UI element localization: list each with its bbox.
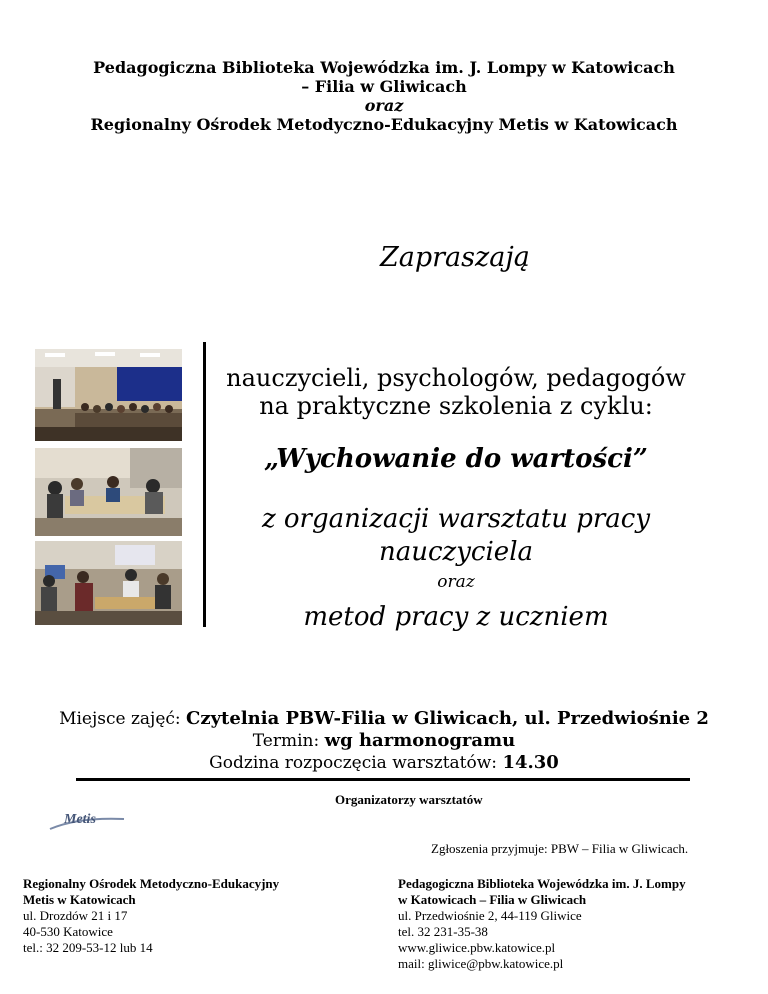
- date-label: Termin:: [252, 731, 320, 751]
- pbw-name-1: Pedagogiczna Biblioteka Wojewódzka im. J. Lompy: [398, 876, 686, 891]
- metis-logo-text: Metis: [64, 812, 96, 827]
- date-value: wg harmonogramu: [324, 730, 516, 751]
- photo-lecture-hall: [35, 349, 182, 441]
- time-label: Godzina rozpoczęcia warsztatów:: [209, 753, 498, 773]
- place-row: [0, 708, 768, 730]
- header-line-1: Pedagogiczna Biblioteka Wojewódzka im. J. Lompy w Katowicach: [93, 58, 675, 77]
- topic-methods: metod pracy z uczniem: [303, 602, 609, 632]
- contact-pbw: [398, 876, 686, 972]
- photo-group-work: [35, 541, 182, 625]
- event-details: [0, 708, 768, 774]
- place-label: Miejsce zajęć:: [59, 709, 181, 729]
- topic-organization: [206, 503, 706, 569]
- registration-note: Zgłoszenia przyjmuje: PBW – Filia w Gliwicach.: [431, 841, 689, 856]
- topic-1-line-1: z organizacji warsztatu pracy: [261, 504, 651, 534]
- invite-heading: Zapraszają: [380, 242, 530, 273]
- time-value: 14.30: [502, 752, 559, 773]
- metis-name-1: Regionalny Ośrodek Metodyczno-Edukacyjny: [23, 876, 280, 891]
- organizers-heading: Organizatorzy warsztatów: [335, 792, 483, 807]
- header-line-4: Regionalny Ośrodek Metodyczno-Edukacyjny Metis w Katowicach: [90, 115, 678, 134]
- topic-1-line-2: nauczyciela: [378, 537, 534, 567]
- photo-workshop-table: [35, 448, 182, 536]
- header: [0, 58, 768, 134]
- audience-line-1: nauczycieli, psychologów, pedagogów: [226, 364, 686, 392]
- cycle-title: „Wychowanie do wartości”: [264, 444, 648, 474]
- header-line-2: – Filia w Gliwicach: [301, 77, 467, 96]
- conjunction: oraz: [437, 572, 475, 592]
- metis-name-2: Metis w Katowicach: [23, 892, 136, 907]
- place-value: Czytelnia PBW-Filia w Gliwicach, ul. Przedwiośnie 2: [186, 708, 709, 729]
- pbw-email-link[interactable]: mail: gliwice@pbw.katowice.pl: [398, 956, 564, 971]
- date-row: [0, 730, 768, 752]
- pbw-phone: tel. 32 231-35-38: [398, 924, 488, 939]
- contact-metis: [23, 876, 279, 956]
- metis-street: ul. Drozdów 21 i 17: [23, 908, 128, 923]
- horizontal-rule: [76, 778, 690, 781]
- pbw-website-link[interactable]: www.gliwice.pbw.katowice.pl: [398, 940, 556, 955]
- metis-phone: tel.: 32 209-53-12 lub 14: [23, 940, 153, 955]
- audience-line-2: na praktyczne szkolenia z cyklu:: [259, 392, 653, 420]
- audience: [206, 364, 706, 420]
- metis-city: 40-530 Katowice: [23, 924, 113, 939]
- header-line-3: oraz: [364, 96, 404, 115]
- pbw-street: ul. Przedwiośnie 2, 44-119 Gliwice: [398, 908, 582, 923]
- pbw-name-2: w Katowicach – Filia w Gliwicach: [398, 892, 587, 907]
- metis-logo: [48, 812, 128, 832]
- time-row: [0, 752, 768, 774]
